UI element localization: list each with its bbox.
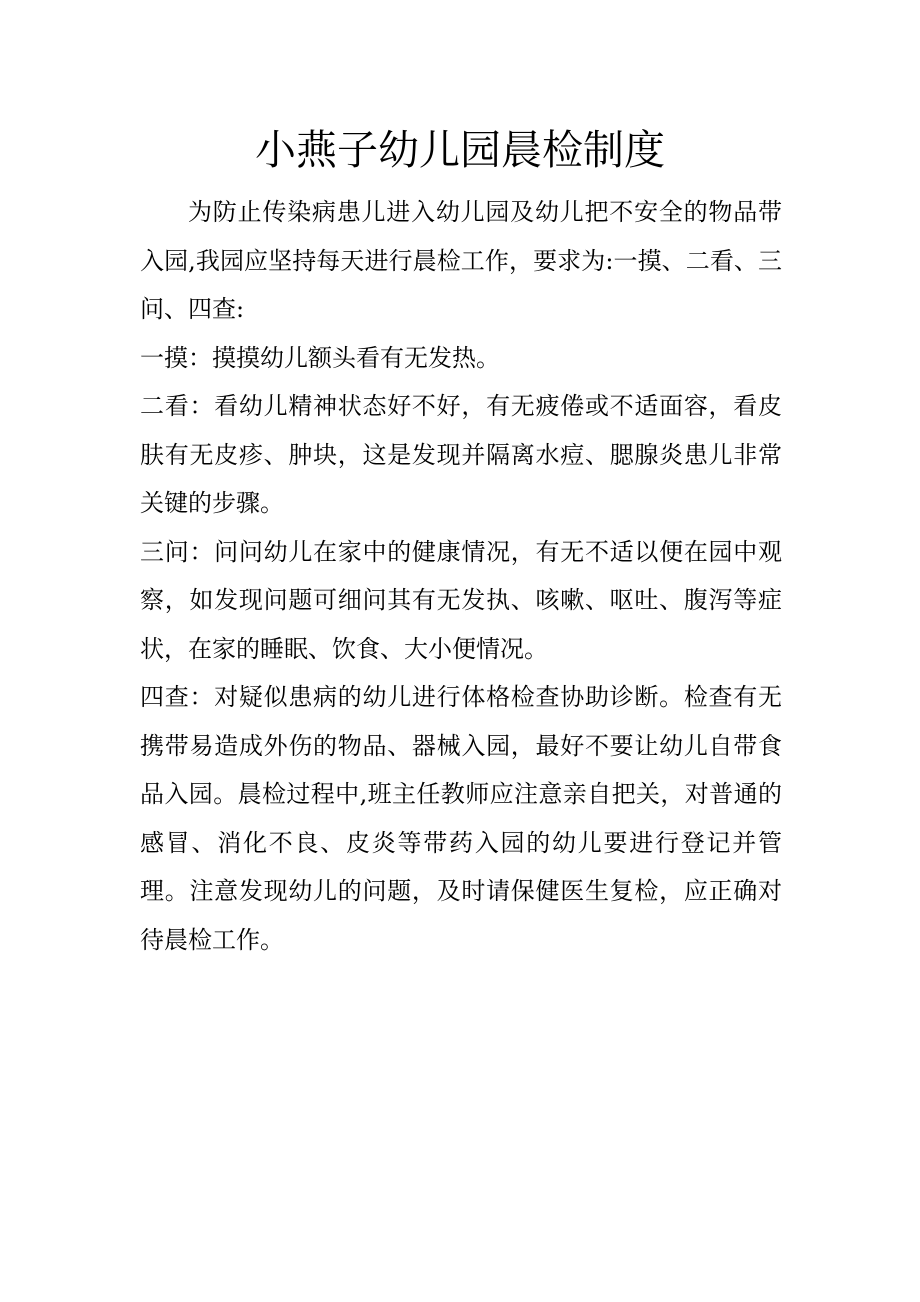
paragraph-check: 四查：对疑似患病的幼儿进行体格检查协助诊断。检查有无携带易造成外伤的物品、器械入园，最好不要让幼儿自带食品入园。晨检过程中,班主任教师应注意亲自把关，对普通的感冒、消化不良、皮炎等带药入园的幼儿要进行登记并管理。注意发现幼儿的问题，及时请保健医生复检，应正确对待晨检工作。 xyxy=(140,683,782,954)
intro-paragraph: 为防止传染病患儿进入幼儿园及幼儿把不安全的物品带入园,我园应坚持每天进行晨检工作，要求为:一摸、二看、三问、四查: xyxy=(140,198,782,323)
paragraph-ask: 三问：问问幼儿在家中的健康情况，有无不适以便在园中观察，如发现问题可细问其有无发执、咳嗽、呕吐、腹泻等症状，在家的睡眠、饮食、大小便情况。 xyxy=(140,537,782,663)
paragraph-touch: 一摸：摸摸幼儿额头看有无发热。 xyxy=(140,343,500,372)
document-title: 小燕子幼儿园晨检制度 xyxy=(255,126,665,174)
paragraph-look: 二看：看幼儿精神状态好不好，有无疲倦或不适面容，看皮肤有无皮疹、肿块，这是发现并隔离水痘、腮腺炎患儿非常关键的步骤。 xyxy=(140,392,782,517)
document-body xyxy=(140,188,782,964)
